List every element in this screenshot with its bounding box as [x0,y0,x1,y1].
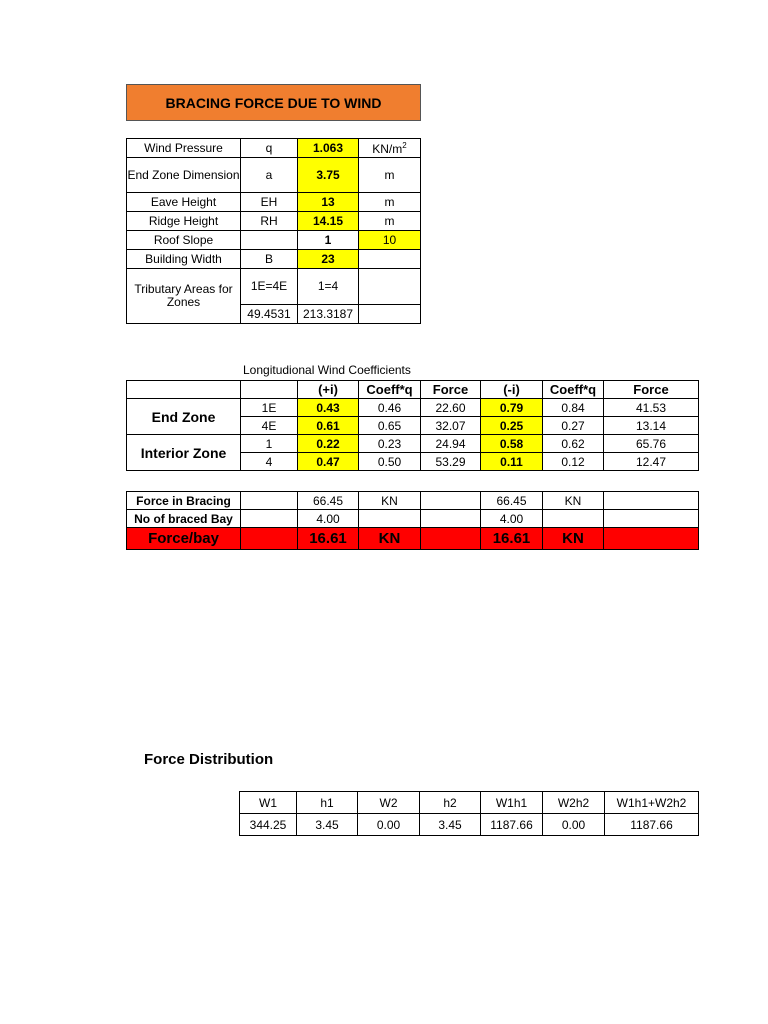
braced-bay-label[interactable]: No of braced Bay [127,510,241,528]
param-row-tributary [127,269,421,305]
param-label[interactable]: Ridge Height [127,212,241,231]
empty-cell[interactable] [604,492,699,510]
wind-row-1 [127,435,699,453]
param-label[interactable]: Building Width [127,250,241,269]
header-minus-i[interactable]: (-i) [481,381,543,399]
coeff-minus-i[interactable]: 0.11 [481,453,543,471]
zone-interior-zone[interactable]: Interior Zone [127,435,241,471]
empty-cell[interactable] [604,510,699,528]
coeff-q-plus[interactable]: 0.46 [359,399,421,417]
param-label[interactable]: Eave Height [127,193,241,212]
coeff-q-minus[interactable]: 0.27 [543,417,604,435]
value-sum[interactable]: 1187.66 [605,814,699,836]
coeff-plus-i[interactable]: 0.43 [298,399,359,417]
tributary-label[interactable]: Tributary Areas for Zones [127,269,241,324]
empty-cell[interactable] [241,492,298,510]
force-value-plus[interactable]: 66.45 [298,492,359,510]
value-h1[interactable]: 3.45 [297,814,358,836]
empty-cell[interactable] [241,528,298,550]
sub-zone[interactable]: 1E [241,399,298,417]
bracing-force-table [126,491,699,550]
braced-bay-row [127,510,699,528]
value-w2h2[interactable]: 0.00 [543,814,605,836]
param-unit[interactable] [359,250,421,269]
value-w1[interactable]: 344.25 [240,814,297,836]
param-value[interactable]: 1 [298,231,359,250]
sub-zone[interactable]: 4E [241,417,298,435]
empty-cell[interactable] [421,528,481,550]
param-unit[interactable]: m [359,158,421,193]
wind-row-1e [127,399,699,417]
header-h2[interactable]: h2 [420,792,481,814]
coeff-minus-i[interactable]: 0.25 [481,417,543,435]
coeff-q-minus[interactable]: 0.62 [543,435,604,453]
force-minus[interactable]: 65.76 [604,435,699,453]
force-in-bracing-label[interactable]: Force in Bracing [127,492,241,510]
zone-end-zone[interactable]: End Zone [127,399,241,435]
coeff-plus-i[interactable]: 0.22 [298,435,359,453]
value-w2[interactable]: 0.00 [358,814,420,836]
param-value[interactable]: 1.063 [298,139,359,158]
coeff-q-minus[interactable]: 0.84 [543,399,604,417]
force-distribution-title: Force Distribution [144,751,274,768]
bays-value-minus[interactable]: 4.00 [481,510,543,528]
param-label[interactable]: Roof Slope [127,231,241,250]
sub-zone[interactable]: 4 [241,453,298,471]
empty-cell[interactable] [359,269,421,305]
param-row-ridge-height [127,212,421,231]
header-force[interactable]: Force [604,381,699,399]
header-plus-i[interactable]: (+i) [298,381,359,399]
sub-zone[interactable]: 1 [241,435,298,453]
force-minus[interactable]: 13.14 [604,417,699,435]
param-unit[interactable]: m [359,193,421,212]
parameters-table [126,138,421,324]
unit-text: KN/m [372,141,403,156]
param-value[interactable]: 23 [298,250,359,269]
distribution-value-row [240,814,699,836]
coeff-minus-i[interactable]: 0.79 [481,399,543,417]
header-coeff-q[interactable]: Coeff*q [543,381,604,399]
header-force[interactable]: Force [421,381,481,399]
param-label[interactable]: Wind Pressure [127,139,241,158]
param-symbol[interactable] [241,231,298,250]
unit-superscript: 2 [402,140,407,150]
force-minus[interactable]: 12.47 [604,453,699,471]
param-row-end-zone [127,158,421,193]
header-w2[interactable]: W2 [358,792,420,814]
force-plus[interactable]: 53.29 [421,453,481,471]
wind-coefficients-caption: Longitudional Wind Coefficients [243,363,411,377]
value-w1h1[interactable]: 1187.66 [481,814,543,836]
param-symbol[interactable]: B [241,250,298,269]
coeff-plus-i[interactable]: 0.47 [298,453,359,471]
coeff-q-minus[interactable]: 0.12 [543,453,604,471]
param-unit[interactable]: m [359,212,421,231]
header-h1[interactable]: h1 [297,792,358,814]
force-unit-plus[interactable]: KN [359,492,421,510]
param-symbol[interactable]: q [241,139,298,158]
tributary-val1[interactable]: 49.4531 [241,304,298,323]
force-unit-minus[interactable]: KN [543,492,604,510]
empty-cell[interactable] [421,492,481,510]
header-w2h2[interactable]: W2h2 [543,792,605,814]
tributary-col1[interactable]: 1E=4E [241,269,298,305]
param-symbol[interactable]: EH [241,193,298,212]
coeff-minus-i[interactable]: 0.58 [481,435,543,453]
tributary-col2[interactable]: 1=4 [298,269,359,305]
coeff-q-plus[interactable]: 0.50 [359,453,421,471]
coeff-plus-i[interactable]: 0.61 [298,417,359,435]
header-w1[interactable]: W1 [240,792,297,814]
param-symbol[interactable]: a [241,158,298,193]
param-row-roof-slope [127,231,421,250]
tributary-val2[interactable]: 213.3187 [298,304,359,323]
bracing-force-row [127,492,699,510]
param-unit[interactable]: 10 [359,231,421,250]
force-per-bay-row [127,528,699,550]
wind-header-row [127,381,699,399]
bays-value-plus[interactable]: 4.00 [298,510,359,528]
param-label[interactable]: End Zone Dimension [127,158,241,193]
sheet-title: BRACING FORCE DUE TO WIND [126,84,421,121]
perbay-unit-minus[interactable]: KN [543,528,604,550]
wind-coefficients-table [126,380,699,471]
empty-cell[interactable] [127,381,241,399]
empty-cell[interactable] [604,528,699,550]
force-plus[interactable]: 22.60 [421,399,481,417]
param-value[interactable]: 3.75 [298,158,359,193]
perbay-unit-plus[interactable]: KN [359,528,421,550]
param-row-eave-height [127,193,421,212]
value-h2[interactable]: 3.45 [420,814,481,836]
perbay-value-minus[interactable]: 16.61 [481,528,543,550]
empty-cell[interactable] [543,510,604,528]
empty-cell[interactable] [241,510,298,528]
force-plus[interactable]: 32.07 [421,417,481,435]
empty-cell[interactable] [241,381,298,399]
param-symbol[interactable]: RH [241,212,298,231]
force-minus[interactable]: 41.53 [604,399,699,417]
perbay-value-plus[interactable]: 16.61 [298,528,359,550]
distribution-header-row [240,792,699,814]
param-value[interactable]: 14.15 [298,212,359,231]
force-plus[interactable]: 24.94 [421,435,481,453]
header-w1h1[interactable]: W1h1 [481,792,543,814]
empty-cell[interactable] [421,510,481,528]
coeff-q-plus[interactable]: 0.23 [359,435,421,453]
header-sum[interactable]: W1h1+W2h2 [605,792,699,814]
param-value[interactable]: 13 [298,193,359,212]
param-row-wind-pressure [127,139,421,158]
param-unit[interactable] [359,139,421,158]
empty-cell[interactable] [359,510,421,528]
coeff-q-plus[interactable]: 0.65 [359,417,421,435]
empty-cell[interactable] [359,304,421,323]
param-row-building-width [127,250,421,269]
force-distribution-table [239,791,699,836]
force-value-minus[interactable]: 66.45 [481,492,543,510]
header-coeff-q[interactable]: Coeff*q [359,381,421,399]
force-per-bay-label[interactable]: Force/bay [127,528,241,550]
